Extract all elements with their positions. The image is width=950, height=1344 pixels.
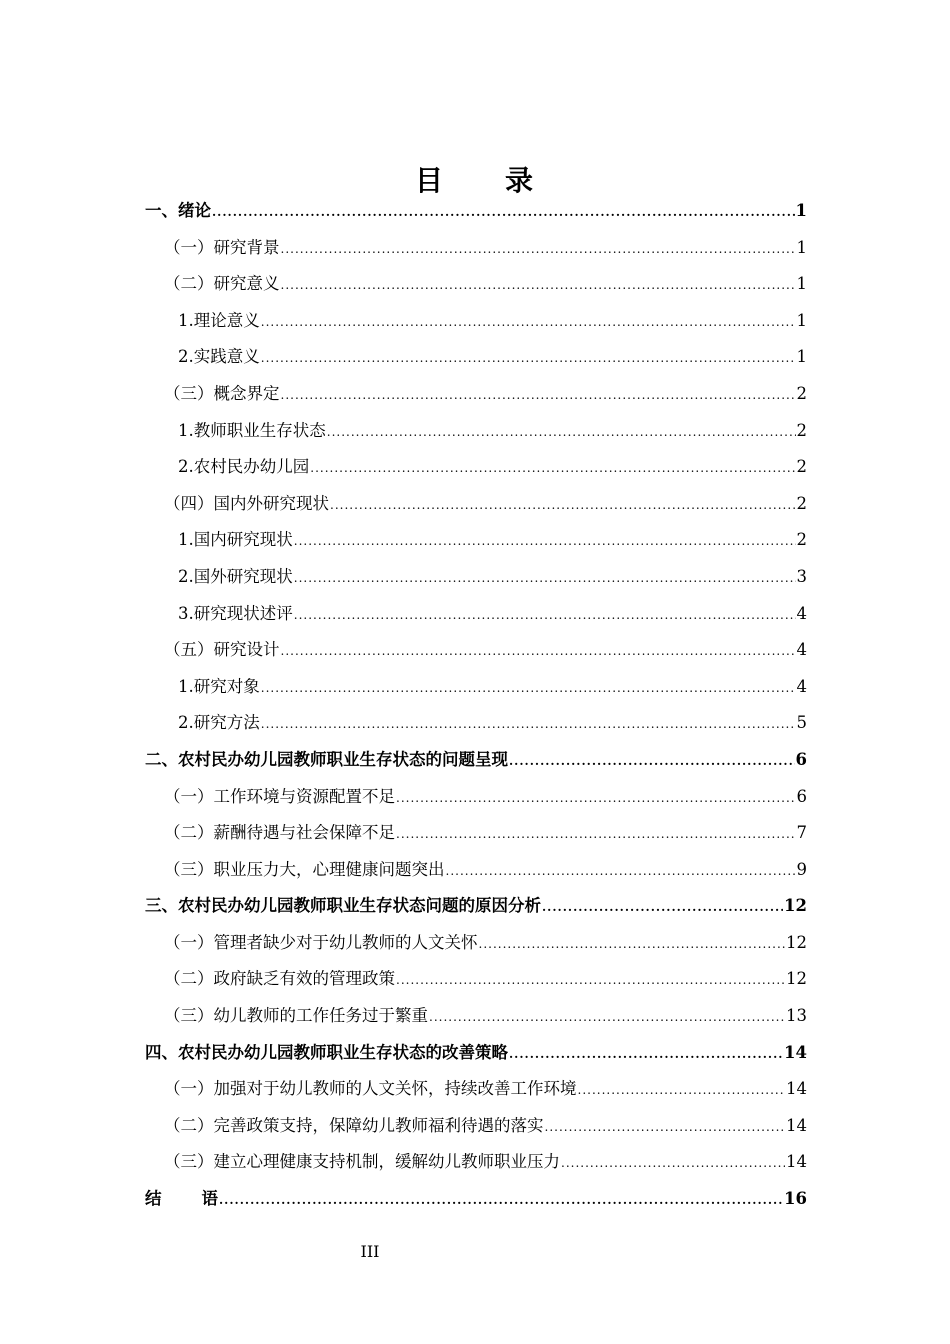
toc-entry-label: 1.研究对象 (178, 676, 260, 696)
toc-dot-leader (578, 1072, 786, 1109)
toc-entry[interactable] (145, 705, 807, 742)
toc-dot-leader (294, 523, 796, 560)
toc-entry-label: （三）幼儿教师的工作任务过于繁重 (164, 1006, 428, 1026)
toc-entry-page-number: 12 (784, 896, 807, 916)
toc-entry[interactable] (145, 852, 807, 889)
toc-entry-page-number: 2 (796, 457, 807, 477)
toc-entry-page-number: 3 (796, 566, 807, 586)
toc-entry[interactable] (145, 1108, 807, 1145)
toc-dot-leader (281, 267, 796, 304)
toc-entry-label: 二、农村民办幼儿园教师职业生存状态的问题呈现 (145, 749, 508, 769)
toc-entry[interactable] (145, 1071, 807, 1108)
toc-entry[interactable] (145, 632, 807, 669)
toc-entry-label: 一、绪论 (145, 201, 211, 220)
toc-entry[interactable] (145, 1144, 807, 1181)
toc-entry[interactable] (145, 779, 807, 816)
toc-entry-page-number: 1 (796, 347, 807, 367)
toc-dot-leader (261, 304, 796, 341)
toc-entry[interactable] (145, 961, 807, 998)
toc-entry-label: （三）建立心理健康支持机制，缓解幼儿教师职业压力 (164, 1152, 560, 1172)
toc-entry[interactable] (145, 1181, 807, 1218)
toc-dot-leader (396, 780, 796, 817)
toc-dot-leader (509, 1036, 783, 1073)
toc-entry-page-number: 2 (796, 493, 807, 513)
toc-entry-page-number: 6 (795, 749, 807, 769)
toc-dot-leader (212, 194, 795, 231)
toc-dot-leader (561, 1145, 785, 1182)
page-title: 目 录 (414, 163, 535, 197)
toc-dot-leader (294, 560, 796, 597)
toc-entry[interactable] (145, 413, 807, 450)
toc-dot-leader (479, 926, 786, 963)
toc-dot-leader (330, 487, 796, 524)
toc-entry-label: 2.实践意义 (178, 347, 260, 367)
toc-entry-label: （二）研究意义 (164, 274, 280, 294)
toc-entry[interactable] (145, 669, 807, 706)
toc-entry-page-number: 1 (796, 274, 807, 294)
toc-entry-label: （三）概念界定 (164, 383, 280, 403)
toc-entry-page-number: 5 (796, 713, 807, 733)
toc-entry-label: 2.农村民办幼儿园 (178, 457, 310, 477)
toc-entry-label: （二）薪酬待遇与社会保障不足 (164, 823, 395, 843)
toc-entry-page-number: 2 (796, 383, 807, 403)
toc-entry-label: 2.研究方法 (178, 713, 260, 733)
page-number: III (360, 1242, 380, 1261)
toc-entry[interactable] (145, 888, 807, 925)
toc-entry-page-number: 12 (786, 969, 807, 989)
toc-dot-leader (509, 743, 795, 780)
toc-entry[interactable] (145, 596, 807, 633)
toc-entry[interactable] (145, 193, 807, 230)
toc-dot-leader (281, 377, 796, 414)
toc-entry-label: 1.教师职业生存状态 (178, 420, 326, 440)
toc-dot-leader (294, 597, 796, 634)
toc-entry-page-number: 16 (784, 1189, 807, 1209)
toc-dot-leader (396, 816, 796, 853)
toc-entry[interactable] (145, 559, 807, 596)
toc-entry[interactable] (145, 742, 807, 779)
toc-dot-leader (219, 1182, 783, 1219)
toc-entry-page-number: 1 (796, 310, 807, 330)
toc-entry-page-number: 12 (786, 932, 807, 952)
toc-entry[interactable] (145, 522, 807, 559)
toc-entry[interactable] (145, 303, 807, 340)
toc-entry-label: 3.研究现状述评 (178, 603, 293, 623)
toc-entry-label: （五）研究设计 (164, 640, 280, 660)
toc-dot-leader (396, 962, 785, 999)
toc-dot-leader (310, 450, 795, 487)
toc-dot-leader (261, 670, 796, 707)
toc-dot-leader (281, 633, 796, 670)
toc-entry-page-number: 14 (784, 1042, 807, 1062)
toc-entry-page-number: 4 (796, 676, 807, 696)
toc-dot-leader (261, 706, 796, 743)
toc-entry-page-number: 2 (796, 530, 807, 550)
toc-dot-leader (446, 853, 796, 890)
toc-dot-leader (261, 340, 796, 377)
toc-entry[interactable] (145, 339, 807, 376)
toc-entry-label: （四）国内外研究现状 (164, 493, 329, 513)
toc-entry[interactable] (145, 815, 807, 852)
toc-entry[interactable] (145, 998, 807, 1035)
toc-entry-page-number: 14 (786, 1079, 807, 1099)
toc-entry[interactable] (145, 376, 807, 413)
toc-entry-page-number: 6 (796, 786, 807, 806)
toc-entry-label: （一）加强对于幼儿教师的人文关怀，持续改善工作环境 (164, 1079, 577, 1099)
toc-entry-page-number: 9 (796, 859, 807, 879)
toc-entry-page-number: 1 (796, 237, 807, 257)
toc-entry-label: 四、农村民办幼儿园教师职业生存状态的改善策略 (145, 1042, 508, 1062)
toc-entry-label: 结语 (145, 1189, 258, 1209)
toc-entry-page-number: 14 (786, 1115, 807, 1135)
toc-entry-page-number: 2 (796, 420, 807, 440)
toc-entry-label: （二）政府缺乏有效的管理政策 (164, 969, 395, 989)
toc-dot-leader (429, 999, 785, 1036)
toc-entry-label: （一）研究背景 (164, 237, 280, 257)
toc-entry-label: 1.国内研究现状 (178, 530, 293, 550)
table-of-contents (145, 193, 807, 1218)
toc-entry-label: 1.理论意义 (178, 310, 260, 330)
toc-entry-label: （三）职业压力大，心理健康问题突出 (164, 859, 445, 879)
toc-entry-label: （二）完善政策支持，保障幼儿教师福利待遇的落实 (164, 1115, 544, 1135)
toc-entry-label: 三、农村民办幼儿园教师职业生存状态问题的原因分析 (145, 896, 541, 916)
toc-entry-page-number: 1 (795, 201, 807, 220)
toc-entry-label: 2.国外研究现状 (178, 566, 293, 586)
toc-dot-leader (542, 889, 783, 926)
toc-entry-label: （一）管理者缺少对于幼儿教师的人文关怀 (164, 932, 478, 952)
toc-entry-page-number: 13 (786, 1006, 807, 1026)
toc-dot-leader (545, 1109, 786, 1146)
toc-entry-page-number: 7 (796, 823, 807, 843)
toc-entry[interactable] (145, 266, 807, 303)
toc-entry-page-number: 4 (796, 603, 807, 623)
toc-entry[interactable] (145, 486, 807, 523)
toc-entry[interactable] (145, 1035, 807, 1072)
toc-entry[interactable] (145, 925, 807, 962)
toc-entry-page-number: 14 (786, 1152, 807, 1172)
toc-entry[interactable] (145, 449, 807, 486)
toc-entry[interactable] (145, 230, 807, 267)
toc-dot-leader (281, 231, 796, 268)
toc-dot-leader (327, 414, 796, 451)
toc-entry-label: （一）工作环境与资源配置不足 (164, 786, 395, 806)
toc-entry-page-number: 4 (796, 640, 807, 660)
